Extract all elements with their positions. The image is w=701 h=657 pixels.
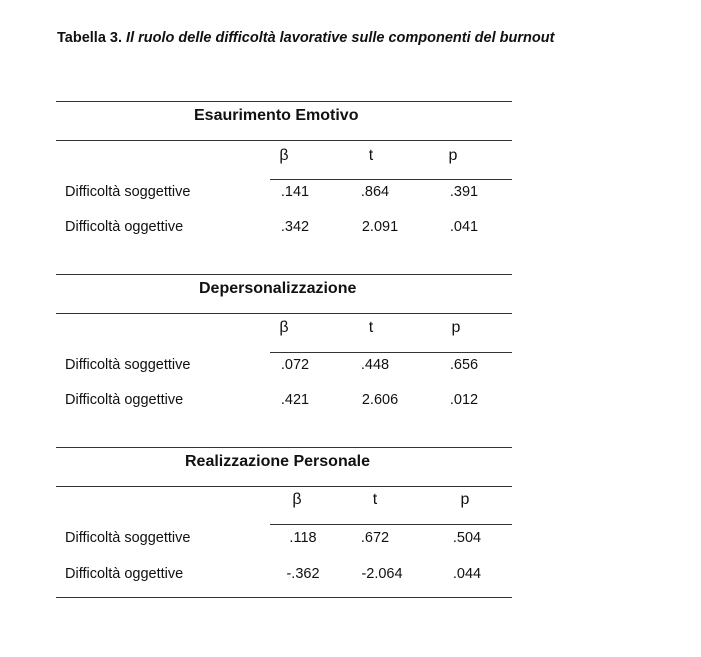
cell-p: .391 [449, 184, 479, 200]
caption-title: Il ruolo delle difficoltà lavorative sulle componenti del burnout [126, 30, 555, 46]
section-title: Realizzazione Personale [185, 453, 370, 470]
rule-top [56, 274, 512, 275]
cell-beta: .141 [280, 184, 310, 200]
cell-beta: .118 [289, 530, 317, 546]
section-title: Esaurimento Emotivo [194, 107, 359, 124]
column-header-p: p [451, 319, 461, 336]
column-header-p: p [460, 491, 470, 508]
cell-t: .672 [360, 530, 390, 546]
rule-top [56, 447, 512, 448]
cell-beta: .072 [280, 357, 310, 373]
column-header-p: p [448, 147, 458, 164]
cell-beta: -.362 [286, 566, 320, 582]
table-caption [57, 30, 554, 46]
cell-p: .044 [452, 566, 482, 582]
cell-p: .656 [449, 357, 479, 373]
cell-beta: .342 [280, 219, 310, 235]
rule-bottom [56, 597, 512, 598]
rule-columns [270, 524, 512, 525]
row-label: Difficoltà oggettive [65, 566, 184, 582]
rule-header [56, 140, 512, 141]
rule-columns [270, 352, 512, 353]
rule-header [56, 313, 512, 314]
row-label: Difficoltà soggettive [65, 357, 191, 373]
cell-t: 2.091 [361, 219, 399, 235]
cell-t: .864 [360, 184, 390, 200]
column-header-beta: β [292, 491, 302, 508]
column-header-beta: β [279, 147, 289, 164]
column-header-t: t [372, 491, 378, 508]
cell-t: 2.606 [361, 392, 399, 408]
cell-p: .012 [449, 392, 479, 408]
cell-t: -2.064 [361, 566, 403, 582]
cell-p: .041 [449, 219, 479, 235]
column-header-t: t [368, 319, 374, 336]
cell-p: .504 [452, 530, 482, 546]
column-header-beta: β [279, 319, 289, 336]
caption-label: Tabella 3. [57, 30, 123, 46]
rule-top [56, 101, 512, 102]
column-header-t: t [368, 147, 374, 164]
row-label: Difficoltà soggettive [65, 184, 191, 200]
section-title: Depersonalizzazione [199, 280, 357, 297]
row-label: Difficoltà oggettive [65, 392, 184, 408]
cell-beta: .421 [280, 392, 310, 408]
rule-header [56, 486, 512, 487]
rule-columns [270, 179, 512, 180]
row-label: Difficoltà soggettive [65, 530, 191, 546]
row-label: Difficoltà oggettive [65, 219, 184, 235]
cell-t: .448 [360, 357, 390, 373]
